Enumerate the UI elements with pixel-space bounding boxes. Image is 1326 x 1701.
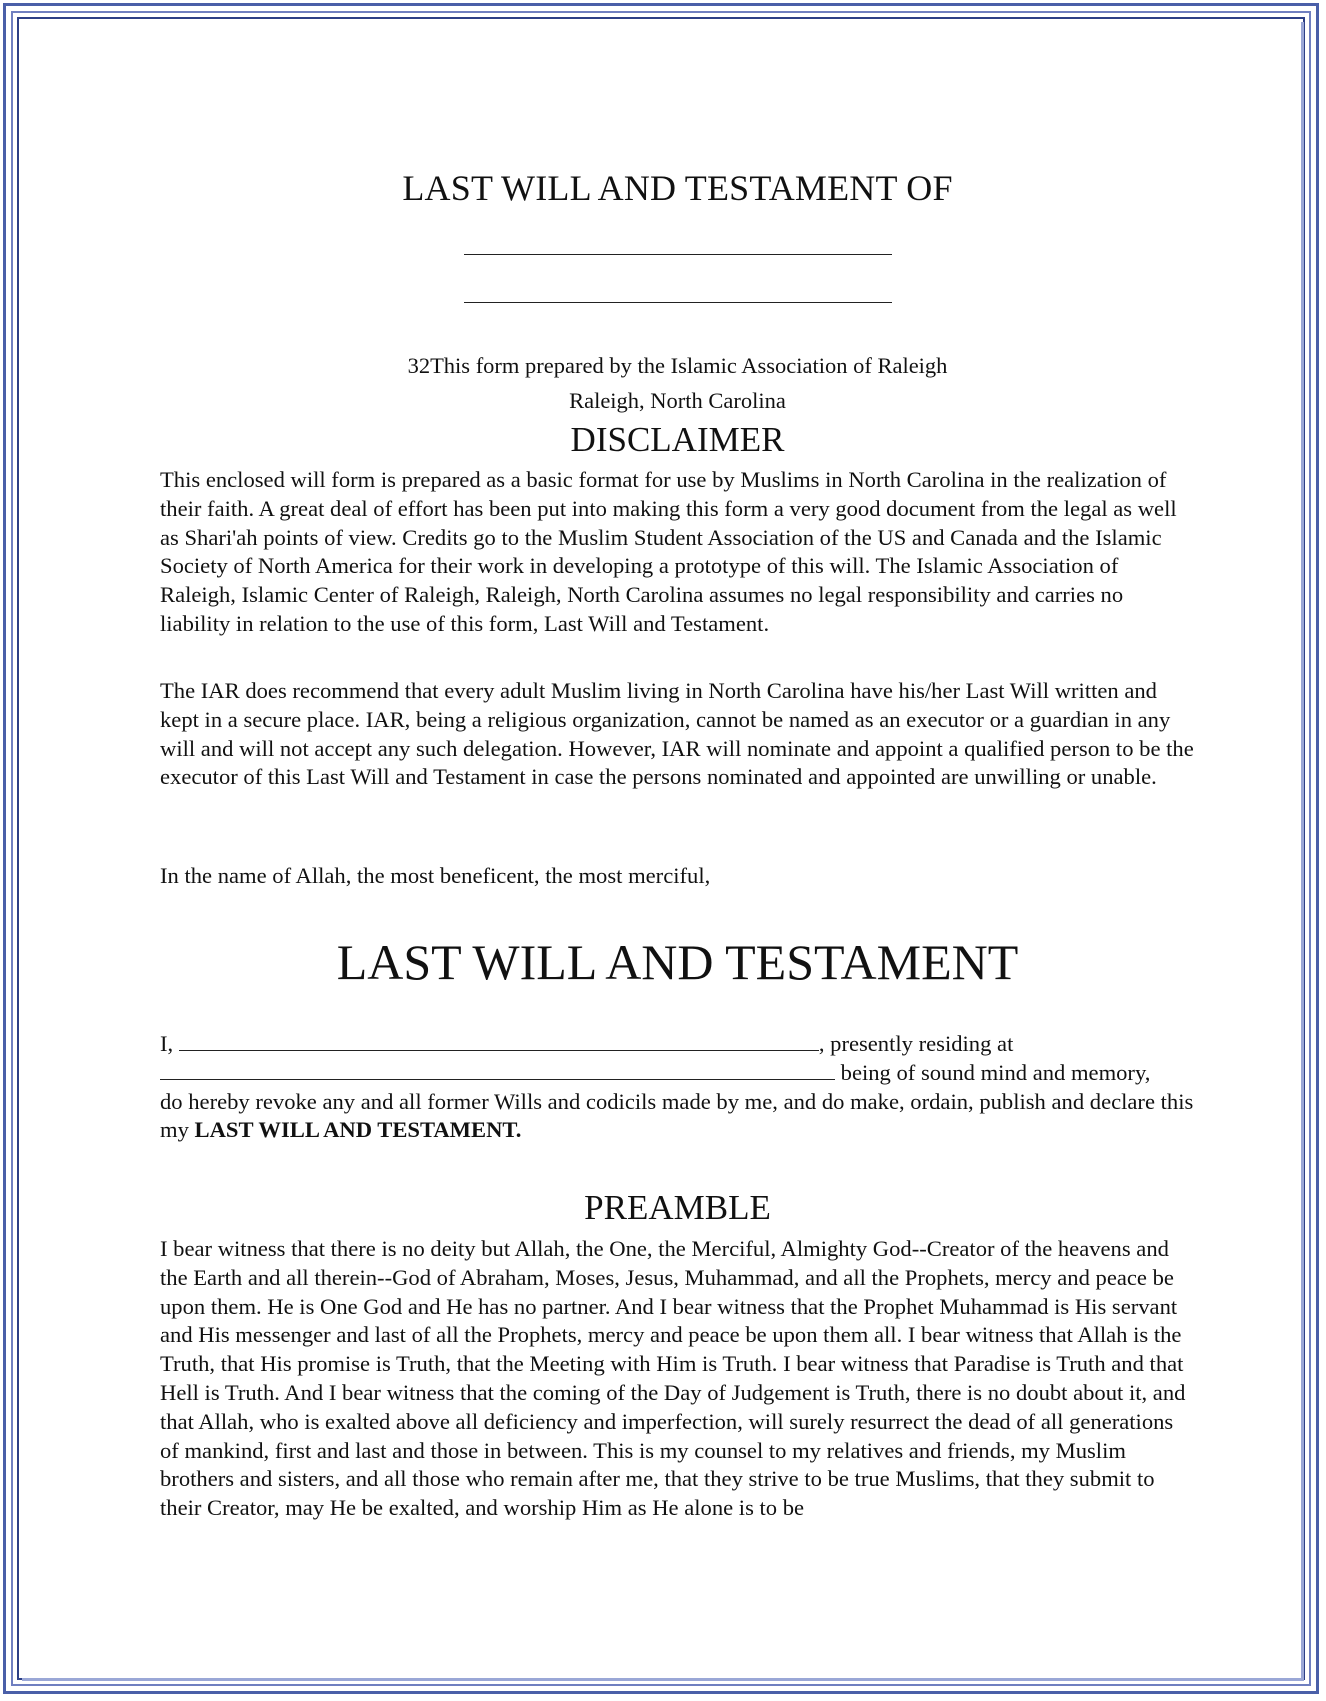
disclaimer-paragraph-1: This enclosed will form is prepared as a basic format for use by Muslims in North Carolina in the realization of their faith. A great deal of effort has been put into making this form a very good document from the legal as well as Shari'ah points of view. Credits go to the Muslim Student Association of the US and Canada and the Islamic Society of North America for their work in developing a prototype of this will. The Islamic Association of Raleigh, Islamic Center of Raleigh, Raleigh, North Carolina assumes no legal responsibility and carries no liability in relation to the use of this form, Last Will and Testament. <box>160 467 1177 636</box>
testator-name-blank[interactable] <box>179 1032 819 1051</box>
declaration-body-text: do hereby revoke any and all former Wills and codicils made by me, and do make, ordain, publish and declare this my <box>160 1088 1194 1143</box>
document-title: LAST WILL AND TESTAMENT OF <box>402 168 953 208</box>
declaration-bold-title: LAST WILL AND TESTAMENT. <box>194 1117 522 1143</box>
declaration-residing: , presently residing at <box>818 1031 1014 1056</box>
invocation-line: In the name of Allah, the most beneficent, the most merciful, <box>160 863 711 888</box>
declaration-sound-mind: being of sound mind and memory, <box>840 1059 1151 1085</box>
declaration-block <box>160 1030 1195 1145</box>
residence-address-blank[interactable] <box>160 1061 835 1080</box>
disclaimer-heading: DISCLAIMER <box>570 420 785 459</box>
disclaimer-paragraph-2: The IAR does recommend that every adult Muslim living in North Carolina have his/her Last Will written and kept in a secure place. IAR, being a religious organization, cannot be named as an executor or a guardian in any will and will not accept any such delegation. However, IAR will nominate and appoint a qualified person to be the executor of this Last Will and Testament in case the persons nominated and appointed are unwilling or unable. <box>160 678 1194 790</box>
declaration-line-1 <box>160 1030 1195 1059</box>
name-blank-line-2[interactable] <box>464 302 892 303</box>
declaration-prefix: I, <box>160 1031 174 1056</box>
main-title: LAST WILL AND TESTAMENT <box>336 934 1019 990</box>
preamble-heading: PREAMBLE <box>584 1188 771 1227</box>
prepared-location-line: Raleigh, North Carolina <box>569 388 786 413</box>
prepared-by-block <box>160 348 1195 418</box>
name-blank-line-1[interactable] <box>464 254 892 255</box>
declaration-line-2 <box>160 1059 1195 1088</box>
declaration-body <box>160 1088 1195 1146</box>
prepared-by-line: 32This form prepared by the Islamic Association of Raleigh <box>407 353 948 378</box>
preamble-paragraph: I bear witness that there is no deity but Allah, the One, the Merciful, Almighty God--Creator of the heavens and the Earth and all therein--God of Abraham, Moses, Jesus, Muhammad, and all the Prophets, mercy and peace be upon them. He is One God and He has no partner. And I bear witness that the Prophet Muhammad is His servant and His messenger and last of all the Prophets, mercy and peace be upon them all. I bear witness that Allah is the Truth, that His promise is Truth, that the Meeting with Him is Truth. I bear witness that Paradise is Truth and that Hell is Truth. And I bear witness that the coming of the Day of Judgement is Truth, there is no doubt about it, and that Allah, who is exalted above all deficiency and imperfection, will surely resurrect the dead of all generations of mankind, first and last and those in between. This is my counsel to my relatives and friends, my Muslim brothers and sisters, and all those who remain after me, that they strive to be true Muslims, that they submit to their Creator, may He be exalted, and worship Him as He alone is to be <box>160 1236 1186 1521</box>
